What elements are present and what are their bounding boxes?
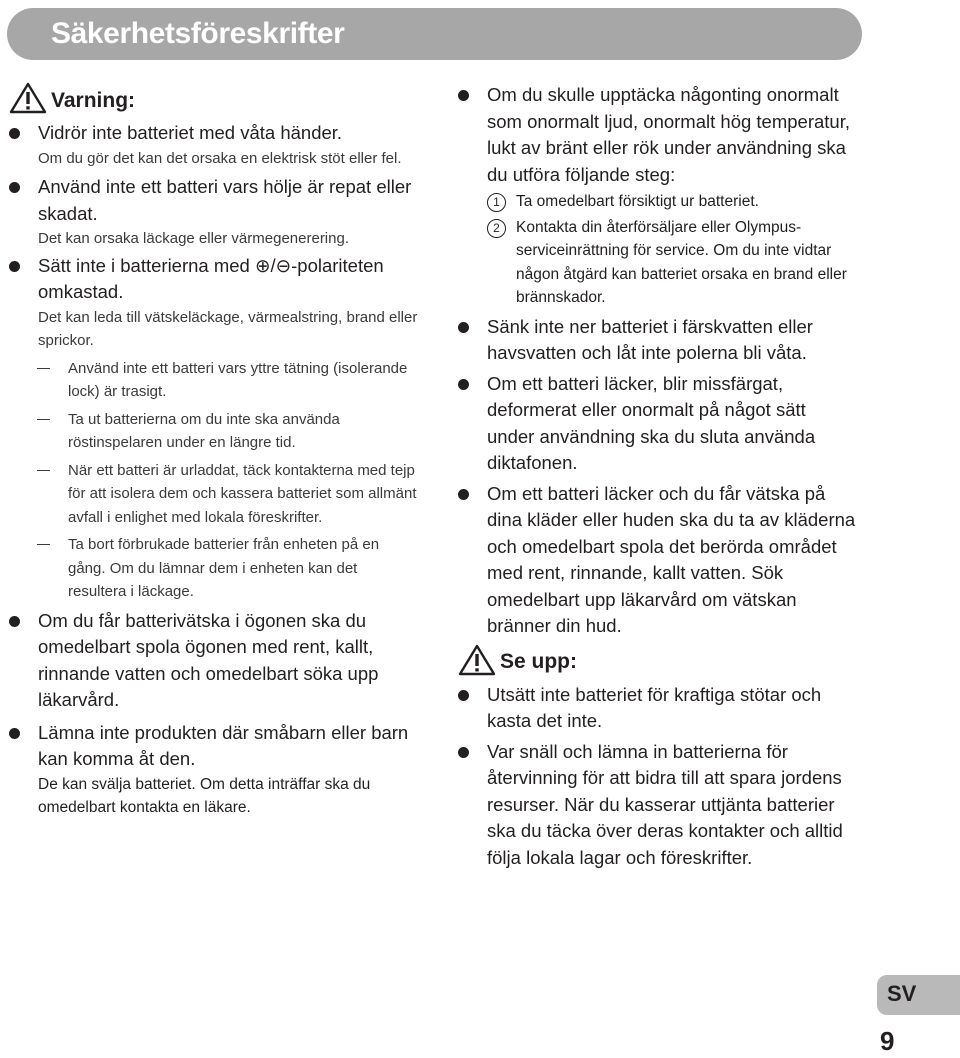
item-main: Var snäll och lämna in batterierna för återvinning för att bidra till att spara jordens resurser. När du kasserar uttjänta batterier ska du täcka över deras kontakter och alltid följa lokala lagar och föreskrifter. xyxy=(487,740,843,868)
title-bar xyxy=(7,8,862,60)
language-tab xyxy=(877,975,960,1015)
caution-item-impact xyxy=(458,682,858,735)
dash-item-remove-spent xyxy=(9,533,419,604)
bullet-icon xyxy=(9,182,20,193)
warning-item-skin-contact xyxy=(458,481,858,640)
left-column xyxy=(9,82,419,820)
dash-icon xyxy=(37,470,50,471)
dash-icon xyxy=(37,419,50,420)
item-main: Om du får batterivätska i ögonen ska du omedelbart spola ögonen med rent, kallt, rinnande vatten och omedelbart söka upp läkarvård. xyxy=(38,609,379,710)
bullet-icon xyxy=(458,747,469,758)
bullet-icon xyxy=(458,379,469,390)
page-number: 9 xyxy=(880,1026,895,1056)
warning-triangle-icon xyxy=(458,644,496,676)
step-text: Kontakta din återförsäljare eller Olympus-serviceinrättning för service. Om du inte vidtar någon åtgärd kan batteriet orsaka en brand eller brännskador. xyxy=(516,218,847,306)
step-item xyxy=(458,190,858,214)
item-main: Utsätt inte batteriet för kraftiga stötar och kasta det inte. xyxy=(487,683,822,731)
warning-item-polarity xyxy=(9,253,419,353)
step-item xyxy=(458,216,858,310)
bullet-icon xyxy=(458,489,469,500)
warning-triangle-icon xyxy=(9,82,47,114)
bullet-icon xyxy=(458,322,469,333)
right-column xyxy=(458,82,858,871)
language-label: SV xyxy=(887,981,917,1006)
step-text: Ta omedelbart försiktigt ur batteriet. xyxy=(516,193,759,210)
caution-heading-label: Se upp: xyxy=(500,650,577,673)
warning-heading xyxy=(9,82,419,114)
item-sub: De kan svälja batteriet. Om detta inträffar ska du omedelbart kontakta en läkare. xyxy=(38,775,371,816)
dash-item-remove-batteries xyxy=(9,408,419,455)
dash-text: Ta bort förbrukade batterier från enheten på en gång. Om du lämnar dem i enheten kan det resultera i läckage. xyxy=(68,536,380,600)
item-main: Lämna inte produkten där småbarn eller barn kan komma åt den. xyxy=(38,721,409,769)
dash-text: Ta ut batterierna om du inte ska använda röstinspelaren under en längre tid. xyxy=(68,410,340,451)
dash-item-seal xyxy=(9,357,419,404)
dash-icon xyxy=(37,544,50,545)
step-number-2: 2 xyxy=(487,219,506,238)
bullet-icon xyxy=(458,690,469,701)
warning-item-children xyxy=(9,720,419,820)
bullet-icon xyxy=(458,90,469,101)
warning-item-damaged-casing xyxy=(9,174,419,251)
item-sub: Det kan orsaka läckage eller värmegenerering. xyxy=(38,230,349,247)
caution-item-recycling xyxy=(458,739,858,872)
item-main: Använd inte ett batteri vars hölje är repat eller skadat. xyxy=(38,176,412,224)
warning-item-leaking xyxy=(458,371,858,477)
warning-item-eyes xyxy=(9,608,419,714)
item-main: Om ett batteri läcker, blir missfärgat, deformerat eller onormalt på något sätt under användning ska du sluta använda diktafonen. xyxy=(487,372,816,473)
step-number-1: 1 xyxy=(487,193,506,212)
bullet-icon xyxy=(9,128,20,139)
warning-heading-label: Varning: xyxy=(51,88,136,112)
caution-heading xyxy=(458,644,858,676)
bullet-icon xyxy=(9,616,20,627)
item-sub: Om du gör det kan det orsaka en elektrisk stöt eller fel. xyxy=(38,149,402,167)
warning-item-water xyxy=(458,314,858,367)
page-title: Säkerhetsföreskrifter xyxy=(51,17,345,50)
item-main: Vidrör inte batteriet med våta händer. xyxy=(38,122,343,143)
warning-item-wet-hands xyxy=(9,120,419,170)
item-main: Sänk inte ner batteriet i färskvatten eller havsvatten och låt inte polerna bli våta. xyxy=(487,315,813,363)
dash-item-tape-contacts xyxy=(9,459,419,530)
item-sub: Det kan leda till vätskeläckage, värmealstring, brand eller sprickor. xyxy=(38,308,418,349)
item-main: Om du skulle upptäcka någonting onormalt som onormalt ljud, onormalt hög temperatur, lukt av bränt eller rök under användning ska du utföra följande steg: xyxy=(487,84,850,185)
bullet-icon xyxy=(9,728,20,739)
item-main: Om ett batteri läcker och du får vätska på dina kläder eller huden ska du ta av kläderna och omedelbart spola det berörda området med rent, rinnande, kallt vatten. Sök omedelbart upp läkarvård om vätskan bränner din hud. xyxy=(487,482,856,636)
dash-icon xyxy=(37,368,50,369)
warning-item-abnormal xyxy=(458,82,858,188)
dash-text: Använd inte ett batteri vars yttre tätning (isolerande lock) är trasigt. xyxy=(68,359,408,400)
item-main: Sätt inte i batterierna med ⊕/⊖-polariteten omkastad. xyxy=(38,254,384,302)
bullet-icon xyxy=(9,261,20,272)
dash-text: När ett batteri är urladdat, täck kontakterna med tejp för att isolera dem och kassera batteriet som allmänt avfall i enlighet med lokala föreskrifter. xyxy=(68,461,417,526)
